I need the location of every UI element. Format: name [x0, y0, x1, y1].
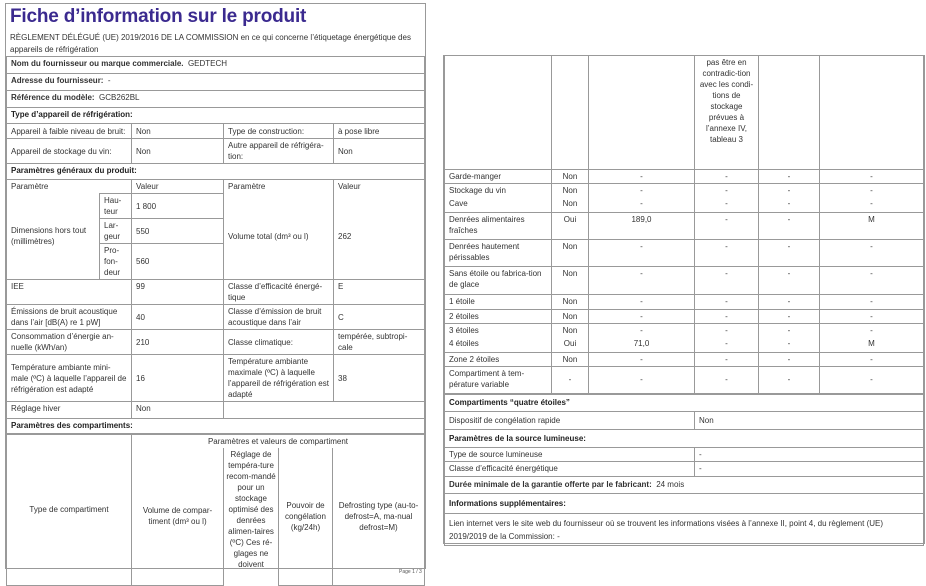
param-label: Émissions de bruit acoustique dans l’air [dB(A) re 1 pW]: [7, 305, 132, 330]
compartment-defrost: M: [820, 337, 924, 352]
compartment-freeze: -: [759, 337, 820, 352]
header-parametre: Paramètre: [7, 180, 132, 194]
compartment-temp: -: [695, 169, 759, 183]
header-type: Type de compartiment: [7, 435, 132, 586]
general-param-row: [7, 330, 425, 355]
param-label: Classe d’efficacité énergé-tique: [224, 280, 334, 305]
compartment-defrost: -: [820, 197, 924, 212]
param-label: [224, 402, 425, 419]
light-type-label: Type de source lumineuse: [445, 447, 695, 461]
compartment-row: [445, 352, 924, 366]
header-defrost: Defrosting type (au-to-defrost=A, ma-nual defrost=M): [333, 448, 425, 585]
header-valeur: Valeur: [334, 180, 425, 194]
compartment-defrost: -: [820, 366, 924, 393]
compartment-defrost: -: [820, 352, 924, 366]
compartments-section-heading: Paramètres des compartiments:: [7, 419, 425, 434]
fast-freeze-value: Non: [695, 411, 924, 429]
compartment-name: Sans étoile ou fabrica-tion de glace: [445, 266, 552, 294]
supplier-row: Nom du fournisseur ou marque commerciale. GEDTECH: [7, 57, 425, 74]
compartment-freeze: -: [759, 366, 820, 393]
compartment-freeze: -: [759, 169, 820, 183]
supplier-link-text: Lien internet vers le site web du fournisseur où se trouvent les informations visées à l’annexe II, point 4, du règlement (UE) 2019/2019 de la Commission: -: [445, 513, 924, 545]
compartment-present: Non: [552, 323, 589, 337]
compartment-volume: -: [589, 183, 695, 197]
header-freeze: Pouvoir de congélation (kg/24h): [279, 448, 333, 585]
compartment-name: Denrées alimentaires fraîches: [445, 212, 552, 239]
compartment-row: [445, 323, 924, 337]
compartment-temp: -: [695, 366, 759, 393]
light-class-label: Classe d’efficacité énergétique: [445, 461, 695, 476]
compartment-freeze: -: [759, 183, 820, 197]
general-param-row: [7, 280, 425, 305]
compartment-name: 3 étoiles: [445, 323, 552, 337]
compartment-present: Oui: [552, 337, 589, 352]
compartment-name: 4 étoiles: [445, 337, 552, 352]
compartment-row: [445, 169, 924, 183]
compartment-present: Non: [552, 239, 589, 266]
type-section-heading: Type d’appareil de réfrigération:: [7, 108, 425, 124]
label: Appareil de stockage du vin:: [7, 139, 132, 164]
header-temp-continued: pas être en contradic-tion avec les condi-tions de stockage prévues à l’annexe IV, tableau 3: [695, 56, 759, 169]
compartment-name: Garde-manger: [445, 169, 552, 183]
compartment-temp: -: [695, 352, 759, 366]
light-class-value: -: [695, 461, 924, 476]
param-label: IEE: [7, 280, 132, 305]
compartment-freeze: -: [759, 239, 820, 266]
compartment-freeze: -: [759, 212, 820, 239]
depth-label: Pro-fon-deur: [100, 244, 132, 280]
height-value: 1 800: [132, 194, 224, 219]
light-type-value: -: [695, 447, 924, 461]
width-label: Lar-geur: [100, 219, 132, 244]
header-parametre: Paramètre: [224, 180, 334, 194]
compartment-defrost: -: [820, 309, 924, 323]
param-label: Classe d’émission de bruit acoustique dans l’air: [224, 305, 334, 330]
compartment-row: [445, 197, 924, 212]
compartment-freeze: -: [759, 352, 820, 366]
compartment-volume: -: [589, 239, 695, 266]
volume-value: 262: [334, 194, 425, 280]
compartment-freeze: -: [759, 266, 820, 294]
param-value: 40: [132, 305, 224, 330]
compartment-name: Zone 2 étoiles: [445, 352, 552, 366]
compartment-defrost: -: [820, 239, 924, 266]
compartment-volume: -: [589, 294, 695, 309]
compartment-defrost: -: [820, 183, 924, 197]
param-value: C: [334, 305, 425, 330]
header-valeur: Valeur: [132, 180, 224, 194]
compartment-row: [445, 309, 924, 323]
label: Autre appareil de réfrigéra-tion:: [224, 139, 334, 164]
param-label: Réglage hiver: [7, 402, 132, 419]
param-label: Température ambiante maximale (ºC) à laquelle l’appareil de réfrigération est adapté: [224, 355, 334, 402]
page-number: Page 1 / 3: [399, 569, 422, 575]
compartment-name: Denrées hautement périssables: [445, 239, 552, 266]
compartment-volume: -: [589, 197, 695, 212]
warranty-value: 24 mois: [656, 480, 685, 489]
product-info-table: [6, 56, 425, 434]
compartment-present: Non: [552, 309, 589, 323]
compartment-freeze: -: [759, 294, 820, 309]
compartment-row: [445, 366, 924, 393]
page-title: Fiche d’information sur le produit: [10, 6, 307, 27]
label: Type de construction:: [224, 124, 334, 139]
compartment-row: [445, 239, 924, 266]
compartment-volume: -: [589, 366, 695, 393]
compartment-name: Cave: [445, 197, 552, 212]
param-label: Classe climatique:: [224, 330, 334, 355]
width-value: 550: [132, 219, 224, 244]
left-page-column: [5, 3, 426, 569]
label: Appareil à faible niveau de bruit:: [7, 124, 132, 139]
param-value: tempérée, subtropi-cale: [334, 330, 425, 355]
compartment-defrost: -: [820, 169, 924, 183]
type-row: [7, 124, 425, 139]
model-row: Référence du modèle: GCB262BL: [7, 91, 425, 108]
compartment-name: 1 étoile: [445, 294, 552, 309]
warranty-row: Durée minimale de la garantie offerte par le fabricant: 24 mois: [445, 476, 924, 493]
param-value: 99: [132, 280, 224, 305]
compartment-table: [444, 56, 924, 394]
dimensions-label: Dimensions hors tout (millimètres): [7, 194, 100, 280]
param-value: 16: [132, 355, 224, 402]
compartment-temp: -: [695, 323, 759, 337]
compartment-defrost: -: [820, 323, 924, 337]
compartment-name: Compartiment à tem-pérature variable: [445, 366, 552, 393]
compartment-temp: -: [695, 294, 759, 309]
compartment-volume: 71,0: [589, 337, 695, 352]
additional-info-table: [444, 394, 924, 546]
compartment-present: Non: [552, 183, 589, 197]
model-value: GCB262BL: [99, 93, 140, 102]
header-temp: Réglage de tempéra-ture recom-mandé pour un stockage optimisé des denrées alimen-taires (ºC) Ces ré-glages ne doivent: [224, 448, 279, 585]
compartment-defrost: -: [820, 294, 924, 309]
general-param-row: [7, 355, 425, 402]
compartment-name: Stockage du vin: [445, 183, 552, 197]
compartment-row: [445, 337, 924, 352]
height-label: Hau-teur: [100, 194, 132, 219]
compartment-row: [445, 183, 924, 197]
four-star-heading: Compartiments “quatre étoiles”: [445, 394, 924, 411]
header-group: Paramètres et valeurs de compartiment: [132, 435, 425, 449]
compartment-volume: -: [589, 309, 695, 323]
value: Non: [334, 139, 425, 164]
compartment-temp: -: [695, 212, 759, 239]
extra-heading: Informations supplémentaires:: [445, 493, 924, 513]
value: Non: [132, 139, 224, 164]
compartment-row: [445, 294, 924, 309]
regulation-text: RÈGLEMENT DÉLÉGUÉ (UE) 2019/2016 DE LA COMMISSION en ce qui concerne l’étiquetage énergétique des appareils de réfrigération: [10, 33, 411, 54]
compartment-present: Non: [552, 294, 589, 309]
compartment-row: [445, 212, 924, 239]
compartment-present: Non: [552, 352, 589, 366]
param-label: Consommation d’énergie an-nuelle (kWh/an): [7, 330, 132, 355]
param-label: Température ambiante mini-male (ºC) à laquelle l’appareil de réfrigération est adapté: [7, 355, 132, 402]
fast-freeze-label: Dispositif de congélation rapide: [445, 411, 695, 429]
compartment-temp: -: [695, 183, 759, 197]
compartment-temp: -: [695, 337, 759, 352]
param-value: 38: [334, 355, 425, 402]
compartment-volume: -: [589, 169, 695, 183]
compartment-temp: -: [695, 309, 759, 323]
compartment-present: -: [552, 366, 589, 393]
right-page-column: [443, 55, 925, 544]
header-volume: Volume de compar-timent (dm³ ou l): [132, 448, 224, 585]
compartment-row: [445, 266, 924, 294]
type-row: [7, 139, 425, 164]
compartment-present: Oui: [552, 212, 589, 239]
compartment-header-table: [6, 434, 425, 586]
compartment-freeze: -: [759, 197, 820, 212]
general-param-row: [7, 402, 425, 419]
value: à pose libre: [334, 124, 425, 139]
address-row: Adresse du fournisseur: -: [7, 74, 425, 91]
depth-value: 560: [132, 244, 224, 280]
compartment-temp: -: [695, 239, 759, 266]
compartment-present: Non: [552, 266, 589, 294]
compartment-present: Non: [552, 197, 589, 212]
volume-label: Volume total (dm³ ou l): [224, 194, 334, 280]
supplier-value: GEDTECH: [187, 59, 228, 68]
compartment-defrost: -: [820, 266, 924, 294]
light-heading: Paramètres de la source lumineuse:: [445, 429, 924, 447]
compartment-defrost: M: [820, 212, 924, 239]
value: Non: [132, 124, 224, 139]
compartment-name: 2 étoiles: [445, 309, 552, 323]
compartment-volume: -: [589, 352, 695, 366]
compartment-freeze: -: [759, 309, 820, 323]
param-value: 210: [132, 330, 224, 355]
compartment-volume: -: [589, 266, 695, 294]
compartment-present: Non: [552, 169, 589, 183]
general-param-row: [7, 305, 425, 330]
param-value: E: [334, 280, 425, 305]
general-section-heading: Paramètres généraux du produit:: [7, 164, 425, 180]
compartment-temp: -: [695, 197, 759, 212]
compartment-volume: 189,0: [589, 212, 695, 239]
param-value: Non: [132, 402, 224, 419]
address-value: -: [107, 76, 111, 85]
compartment-freeze: -: [759, 323, 820, 337]
compartment-temp: -: [695, 266, 759, 294]
compartment-volume: -: [589, 323, 695, 337]
